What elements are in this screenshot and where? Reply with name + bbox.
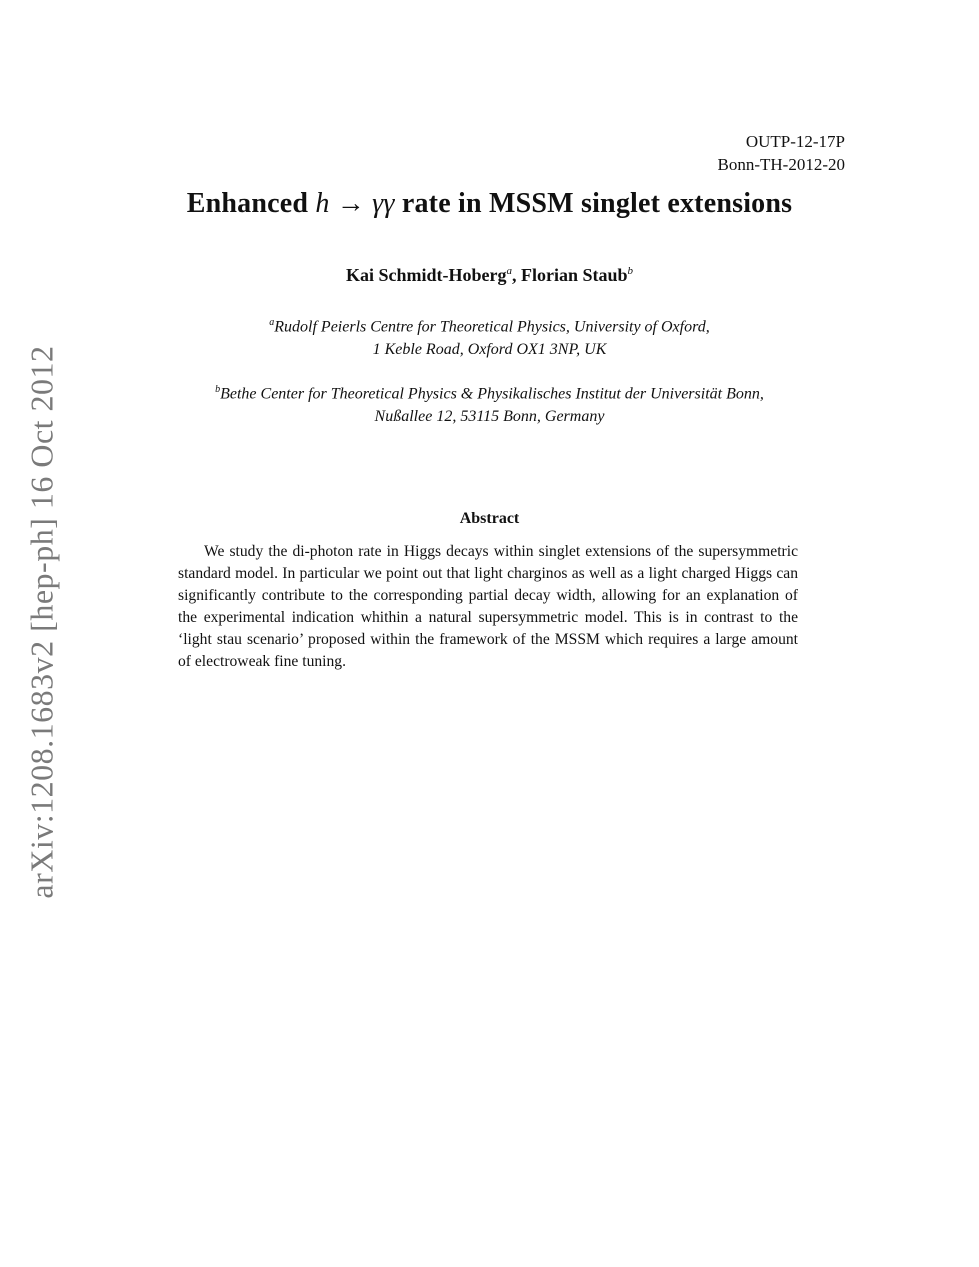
report-number-2: Bonn-TH-2012-20	[717, 155, 845, 174]
author-affil-mark: b	[627, 265, 634, 277]
author-list	[0, 265, 979, 286]
author-name: Florian Staub	[520, 265, 628, 285]
report-number-1: OUTP-12-17P	[745, 132, 845, 151]
paper-title	[0, 188, 979, 220]
affiliation-line: Rudolf Peierls Centre for Theoretical Physics, University of Oxford,	[274, 318, 710, 336]
arxiv-identifier-stamp: arXiv:1208.1683v2 [hep-ph] 16 Oct 2012	[23, 345, 60, 899]
title-post: rate in MSSM singlet extensions	[394, 188, 793, 219]
report-numbers	[718, 130, 845, 176]
title-math: h → γγ	[315, 188, 395, 219]
affiliation-line: Nußallee 12, 53115 Bonn, Germany	[374, 408, 605, 426]
affiliation-mark: a	[269, 317, 275, 328]
affiliation-mark: b	[215, 384, 221, 395]
affiliation-a	[0, 311, 979, 361]
affiliation-line: 1 Keble Road, Oxford OX1 3NP, UK	[372, 341, 607, 359]
affiliation-line: Bethe Center for Theoretical Physics & Physikalisches Institut der Universität Bonn,	[220, 385, 764, 403]
author-name: Kai Schmidt-Hoberg	[345, 265, 507, 285]
author-affil-mark: a	[506, 265, 512, 277]
abstract-text: We study the di-photon rate in Higgs decays within singlet extensions of the supersymmetric standard model. In particular we point out that light charginos as well as a light charged Higgs can significantly contribute to the corresponding partial decay width, allowing for an explanation of the experimental indication whithin a natural supersymmetric model. This is in contrast to the ‘light stau scenario’ proposed within the framework of the MSSM which requires a large amount of electroweak fine tuning.	[178, 543, 798, 670]
affiliation-b	[0, 378, 979, 428]
author-separator: ,	[511, 265, 521, 285]
title-pre: Enhanced	[186, 188, 316, 219]
abstract-heading: Abstract	[459, 510, 520, 527]
